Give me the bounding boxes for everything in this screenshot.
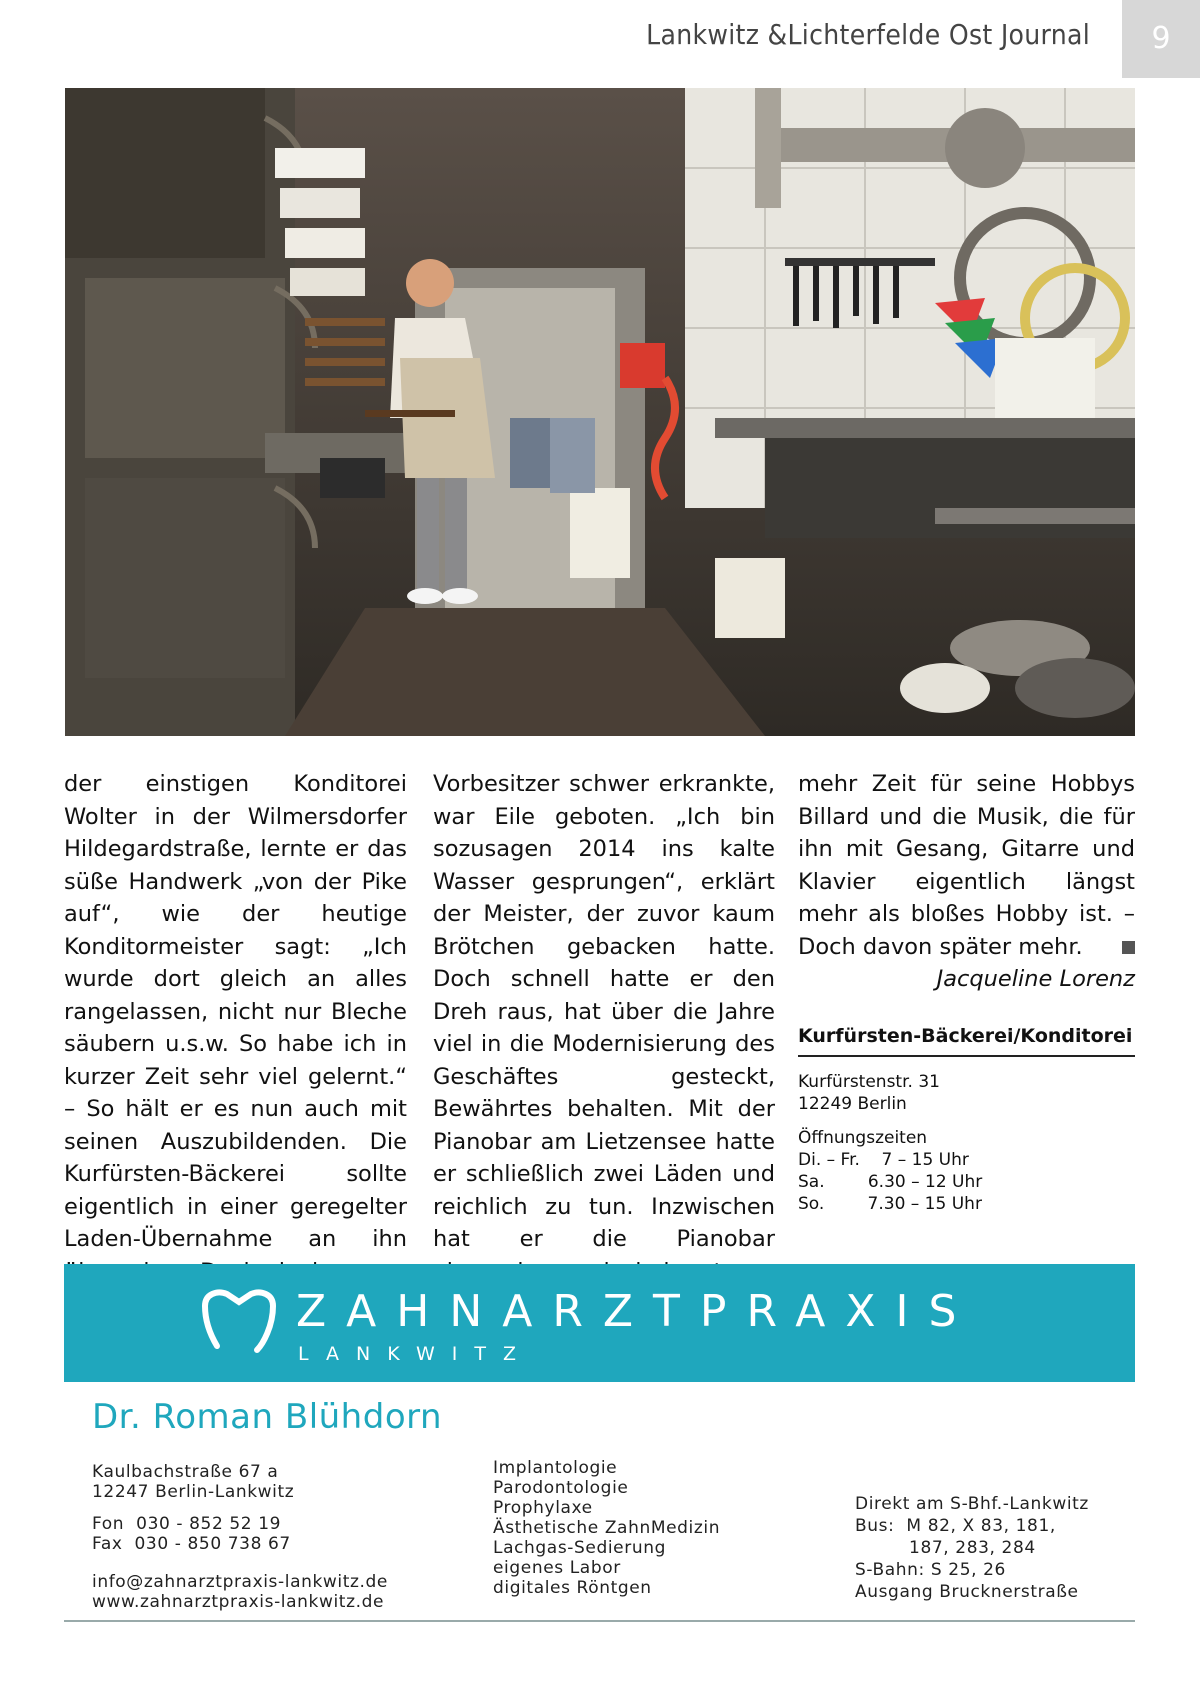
article-column-3	[798, 768, 1135, 996]
infobox-hours-row: Sa. 6.30 – 12 Uhr	[798, 1172, 983, 1192]
ad-address-line: 12247 Berlin-Lankwitz	[92, 1482, 295, 1502]
infobox-city: 12249 Berlin	[798, 1094, 907, 1114]
article-column-2	[433, 768, 775, 1288]
ad-service-item: digitales Röntgen	[493, 1578, 652, 1598]
ad-service-item: eigenes Labor	[493, 1558, 621, 1578]
infobox-hours-row: Di. – Fr. 7 – 15 Uhr	[798, 1150, 969, 1170]
ad-transit-line: Ausgang Brucknerstraße	[855, 1582, 1079, 1602]
ad-email[interactable]: info@zahnarztpraxis-lankwitz.de	[92, 1572, 388, 1592]
ad-service-item: Implantologie	[493, 1458, 618, 1478]
infobox-hours-label: Öffnungszeiten	[798, 1128, 928, 1148]
ad-fax: Fax 030 - 850 738 67	[92, 1534, 291, 1554]
ad-doctor-name: Dr. Roman Blühdorn	[92, 1397, 443, 1437]
ad-brand: ZAHNARZTPRAXIS	[296, 1286, 977, 1337]
ad-website[interactable]: www.zahnarztpraxis-lankwitz.de	[92, 1592, 385, 1612]
ad-services	[493, 1458, 720, 1598]
header-title: Lankwitz &Lichterfelde Ost Journal	[646, 18, 1090, 51]
end-mark-icon	[1122, 941, 1135, 954]
ad-transit-line: S-Bahn: S 25, 26	[855, 1560, 1006, 1580]
ad-subtitle: LANKWITZ	[298, 1343, 534, 1365]
ad-phone: Fon 030 - 852 52 19	[92, 1514, 282, 1534]
ad-contact	[92, 1462, 388, 1612]
ad-service-item: Prophylaxe	[493, 1498, 593, 1518]
infobox-title: Kurfürsten-Bäckerei/Konditorei	[798, 1025, 1135, 1057]
ad-address-line: Kaulbachstraße 67 a	[92, 1462, 279, 1482]
ad-transit-line: 187, 283, 284	[855, 1538, 1036, 1558]
ad-transit	[855, 1493, 1089, 1603]
bottom-divider	[64, 1620, 1135, 1622]
ad-service-item: Parodontologie	[493, 1478, 629, 1498]
bakery-infobox	[798, 1025, 1135, 1215]
dentist-ad-banner	[64, 1264, 1135, 1382]
infobox-street: Kurfürstenstr. 31	[798, 1072, 940, 1092]
ad-service-item: Lachgas-Sedierung	[493, 1538, 666, 1558]
ad-transit-line: Bus: M 82, X 83, 181,	[855, 1516, 1056, 1536]
tooth-logo-icon	[199, 1286, 279, 1356]
ad-transit-line: Direkt am S-Bhf.-Lankwitz	[855, 1494, 1089, 1514]
article-text-col2: Vorbesitzer schwer erkrankte, war Eile geboten. „Ich bin sozusagen 2014 ins kalte Wasser gesprungen“, erklärt der Meister, der zuvor kaum Brötchen gebacken hatte. Doch schnell hatte er den Dreh raus, hat über die Jahre viel in die Modernisierung des Geschäftes gesteckt, Bewährtes behalten. Mit der Pianobar am Lietzensee hatte er schließlich zwei Läden und reichlich zu tun. Inzwischen hat er die Pianobar	[433, 771, 775, 1252]
article-text-col3: mehr Zeit für seine Hobbys Billard und die Musik, die für ihn mit Gesang, Gitarre und Klavier eigentlich längst mehr als bloßes Hobby ist. – Doch davon später mehr.	[798, 771, 1135, 960]
article-column-1	[64, 768, 407, 1288]
bakery-kitchen-photo	[65, 88, 1135, 736]
article-text-col1: der einstigen Konditorei Wolter in der Wilmersdorfer Hildegardstraße, lernte er das süße Handwerk „von der Pike auf“, wie der heutige Konditormeister sagt: „Ich wurde dort gleich an alles rangelassen, nicht nur Bleche säubern u.s.w. So habe ich in kurzer Zeit sehr viel gelernt.“ – So hält er es nun auch mit seinen Auszubildenden. Die Kurfürsten-Bäckerei sollte eigentlich in einer geregelter Laden-Übernahme an ihn	[64, 771, 407, 1252]
page-number: 9	[1122, 0, 1200, 78]
infobox-hours-row: So. 7.30 – 15 Uhr	[798, 1194, 982, 1214]
ad-service-item: Ästhetische ZahnMedizin	[493, 1518, 721, 1538]
author: Jacqueline Lorenz	[936, 966, 1135, 992]
